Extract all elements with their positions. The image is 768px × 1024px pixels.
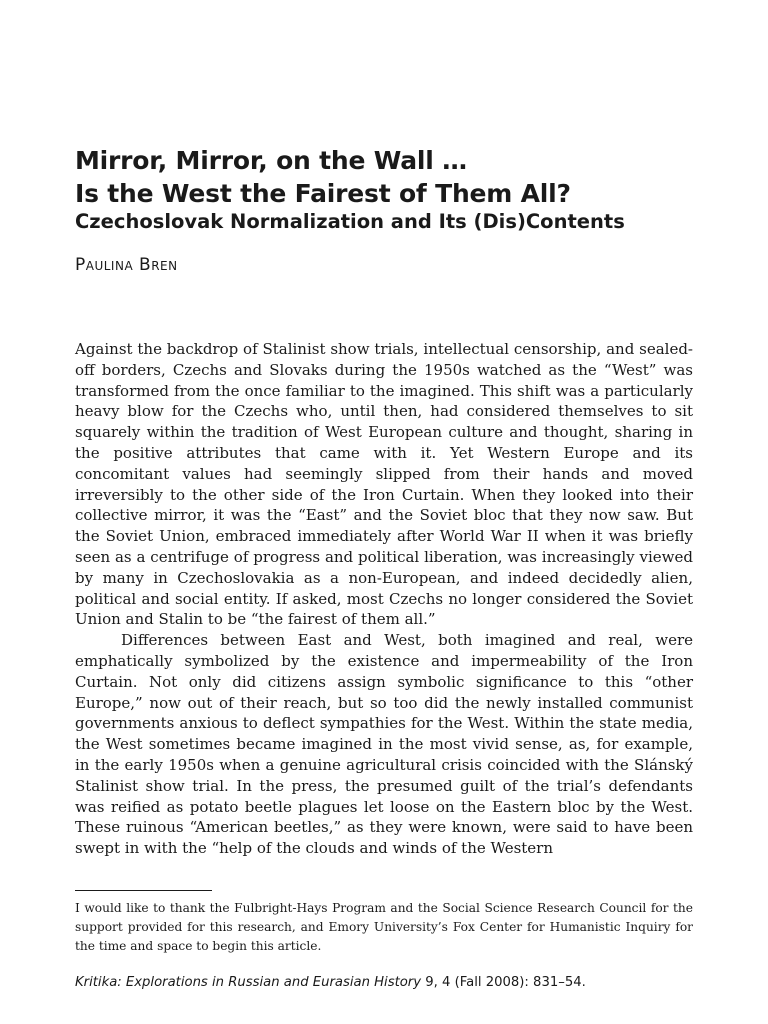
citation-details: 9, 4 (Fall 2008): 831–54. (421, 975, 586, 990)
journal-citation (75, 973, 715, 993)
article-title (75, 144, 715, 210)
journal-name: Kritika: Explorations in Russian and Eurasian History (75, 975, 422, 990)
body-paragraph-1: Against the backdrop of Stalinist show trials, intellectual censorship, and sealed-off borders, Czechs and Slovaks during the 1950s watched as the “West” was transformed from the once familiar to the imagined. This shift was a particularly heavy blow for the Czechs who, until then, had considered themselves to sit squarely within the tradition of West European culture and thought, sharing in the positive attributes that came with it. Yet Western Europe and its concomitant values had seemingly slipped from their hands and moved irreversibly to the other side of the Iron Curtain. When they looked into their collective mirror, it was the “East” and the Soviet bloc that they now saw. But the Soviet Union, embraced immediately after World War II when it was briefly seen as a centrifuge of progress and political liberation, was increasingly viewed by many in Czechoslovakia as a non-European, and indeed decidedly alien, political and social entity. If asked, most Czechs no longer considered the Soviet Union and Stalin to be “the fairest of them all.” (75, 340, 693, 629)
article-body (75, 339, 693, 859)
article-subtitle: Czechoslovak Normalization and Its (Dis)Contents (75, 210, 625, 233)
title-line-1: Mirror, Mirror, on the Wall … (75, 146, 467, 175)
body-paragraph-2: Differences between East and West, both imagined and real, were emphatically symbolized by the existence and impermeability of the Iron Curtain. Not only did citizens assign symbolic significance to this “other Europe,” now out of their reach, but so too did the newly installed communist governments anxious to deflect sympathies for the West. Within the state media, the West sometimes became imagined in the most vivid sense, as, for example, in the early 1950s when a genuine agricultural crisis coincided with the Slánský Stalinist show trial. In the press, the presumed guilt of the trial’s defendants was reified as potato beetle plagues let loose on the Eastern bloc by the West. These ruinous “American beetles,” as they were known, were said to have been swept in with the “help of the clouds and winds of the Western (75, 631, 693, 858)
acknowledgment-footnote: I would like to thank the Fulbright-Hays Program and the Social Science Research Council for the support provided for this research, and Emory University’s Fox Center for Humanistic Inquiry for the time and space to begin this article. (75, 901, 693, 953)
title-line-2: Is the West the Fairest of Them All? (75, 179, 571, 208)
footnote-divider (75, 890, 212, 891)
author-name: Paulina Bren (75, 255, 178, 275)
